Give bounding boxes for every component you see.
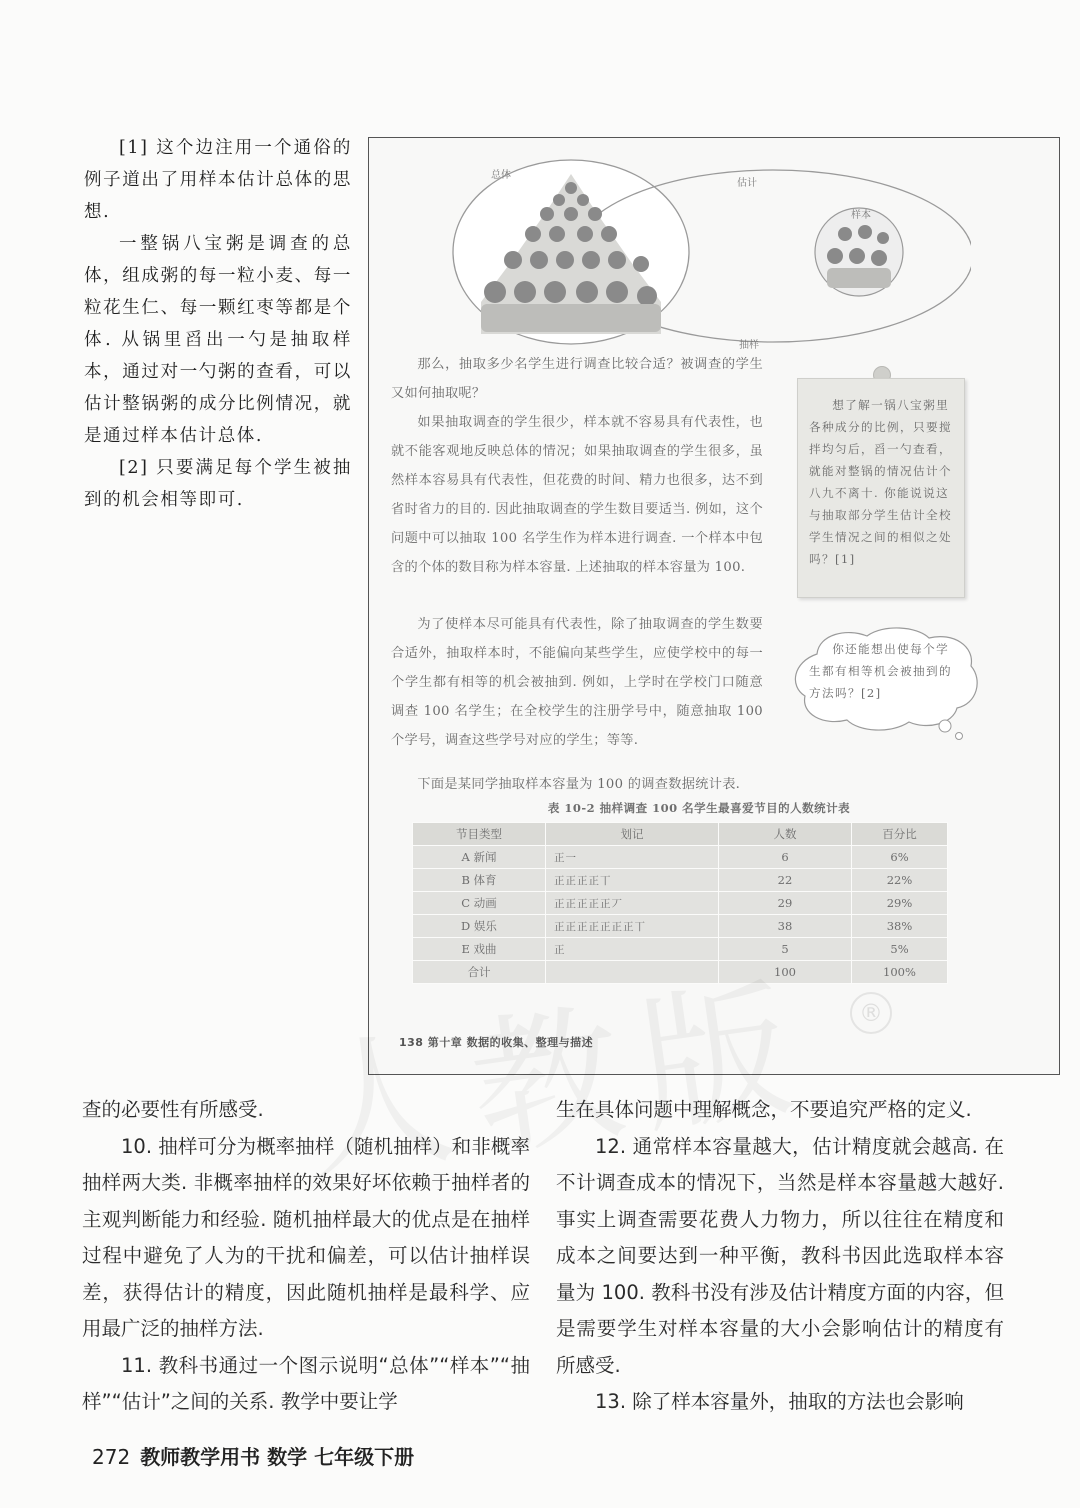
table-header-cell: 人数	[719, 823, 852, 846]
table-cell-tally: 正正正正正正正丅	[546, 915, 719, 938]
table-cell-tally: 正一	[546, 846, 719, 869]
table-cell: C 动画	[413, 892, 546, 915]
table-row	[413, 846, 948, 869]
table-cell: 5%	[852, 938, 948, 961]
table-cell: 5	[719, 938, 852, 961]
table-cell: 合计	[413, 961, 546, 984]
table-cell-tally: 正正正正丅	[546, 869, 719, 892]
textbook-body-3	[391, 770, 991, 799]
table-cell-tally: 正正正正正丆	[546, 892, 719, 915]
textbook-paragraph-2: 如果抽取调查的学生很少，样本就不容易具有代表性，也就不能客观地反映总体的情况；如果抽取调查的学生很多，虽然样本容易具有代表性，但花费的时间、精力也很多，达不到省时省力的目的. 因此抽取调查的学生数目要适当. 例如，这个问题中可以抽取 100 名学生作为样本进行调查. 一个样本中包含的个体的数目称为样本容量. 上述抽取的样本容量为 100.	[391, 415, 763, 575]
commentary-left-column	[82, 1092, 530, 1421]
sticky-note-text: 想了解一锅八宝粥里各种成分的比例，只要搅拌均匀后，舀一勺查看，就能对整锅的情况估计个八九不离十. 你能说说这与抽取部分学生估计全校学生情况之间的相似之处吗？[1]	[809, 398, 952, 566]
textbook-paragraph-4: 下面是某同学抽取样本容量为 100 的调查数据统计表.	[417, 777, 741, 792]
table-cell: 38	[719, 915, 852, 938]
textbook-paragraph-1: 那么，抽取多少名学生进行调查比较合适？被调查的学生又如何抽取呢？	[391, 357, 763, 401]
commentary-left-para-2: 10. 抽样可分为概率抽样（随机抽样）和非概率抽样两大类. 非概率抽样的效果好坏依赖于抽样者的主观判断能力和经验. 随机抽样最大的优点是在抽样过程中避免了人为的干扰和偏差，可以估计抽样误差，获得估计的精度，因此随机抽样是最科学、应用最广泛的抽样方法.	[82, 1134, 530, 1340]
textbook-page-inset	[368, 137, 1060, 1075]
table-cell: 22%	[852, 869, 948, 892]
table-cell: 100	[719, 961, 852, 984]
page-number: 272	[92, 1445, 131, 1469]
table-cell: 6	[719, 846, 852, 869]
table-cell: 38%	[852, 915, 948, 938]
table-cell: 29%	[852, 892, 948, 915]
table-cell: 100%	[852, 961, 948, 984]
commentary-left-para-1: 查的必要性有所感受.	[82, 1098, 264, 1121]
textbook-body-2	[391, 610, 763, 755]
margin-notes	[84, 132, 352, 516]
table-cell: E 戏曲	[413, 938, 546, 961]
book-title: 教师教学用书 数学 七年级下册	[140, 1445, 415, 1469]
table-header-cell: 百分比	[852, 823, 948, 846]
margin-note-3: [2] 只要满足每个学生被抽到的机会相等即可.	[84, 458, 352, 510]
commentary-right-para-1: 生在具体问题中理解概念，不要追究严格的定义.	[556, 1098, 972, 1121]
cloud-note-text: 你还能想出使每个学生都有相等机会被抽到的方法吗？[2]	[809, 642, 952, 700]
diagram-label-sample: 样本	[851, 210, 871, 221]
textbook-body-1	[391, 350, 763, 582]
table-cell-tally: 正	[546, 938, 719, 961]
diagram-label-sampling: 抽样	[739, 340, 759, 351]
commentary-right-column	[556, 1092, 1004, 1421]
textbook-page-footer: 138 第十章 数据的收集、整理与描述	[399, 1036, 594, 1049]
commentary-left-para-3: 11. 教科书通过一个图示说明“总体”“样本”“抽样”“估计”之间的关系. 教学中要让学	[82, 1353, 530, 1413]
table-cell: 6%	[852, 846, 948, 869]
diagram-label-estimate: 估计	[737, 178, 757, 189]
table-header-cell: 节目类型	[413, 823, 546, 846]
table-cell: 22	[719, 869, 852, 892]
table-cell: D 娱乐	[413, 915, 546, 938]
textbook-paragraph-3: 为了使样本尽可能具有代表性，除了抽取调查的学生数要合适外，抽取样本时，不能偏向某些学生，应使学校中的每一个学生都有相等的机会被抽到. 例如，上学时在学校门口随意调查 100 名学生；在全校学生的注册学号中，随意抽取 100 个学号，调查这些学号对应的学生；等等.	[391, 617, 763, 748]
margin-note-1: [1] 这个边注用一个通俗的例子道出了用样本估计总体的思想.	[84, 138, 352, 222]
table-row	[413, 915, 948, 938]
table-row	[413, 892, 948, 915]
diagram-label-population: 总体	[491, 170, 511, 181]
table-header-cell: 划记	[546, 823, 719, 846]
page-footer	[92, 1441, 414, 1470]
table-cell: B 体育	[413, 869, 546, 892]
population-sample-diagram	[451, 152, 971, 356]
table-caption: 表 10-2 抽样调查 100 名学生最喜爱节目的人数统计表	[547, 801, 851, 815]
table-header-row	[413, 823, 948, 846]
table-cell: 29	[719, 892, 852, 915]
table-row	[413, 869, 948, 892]
table-cell: A 新闻	[413, 846, 546, 869]
commentary-right-para-2: 12. 通常样本容量越大，估计精度就会越高. 在不计调查成本的情况下，当然是样本容量越大越好. 事实上调查需要花费人力物力，所以往往在精度和成本之间要达到一种平衡，教科书因此选取样本容量为 100. 教科书没有涉及估计精度方面的内容，但是需要学生对样本容量的大小会影响估计的精度有所感受.	[556, 1134, 1004, 1377]
commentary-right-para-3: 13. 除了样本容量外，抽取的方法也会影响	[595, 1390, 964, 1413]
margin-note-2: 一整锅八宝粥是调查的总体，组成粥的每一粒小麦、每一粒花生仁、每一颗红枣等都是个体. 从锅里舀出一勺是抽取样本，通过对一勺粥的查看，可以估计整锅粥的成分比例情况，就是通过样本估计总体.	[84, 234, 352, 446]
registered-mark-icon: ®	[850, 992, 892, 1034]
